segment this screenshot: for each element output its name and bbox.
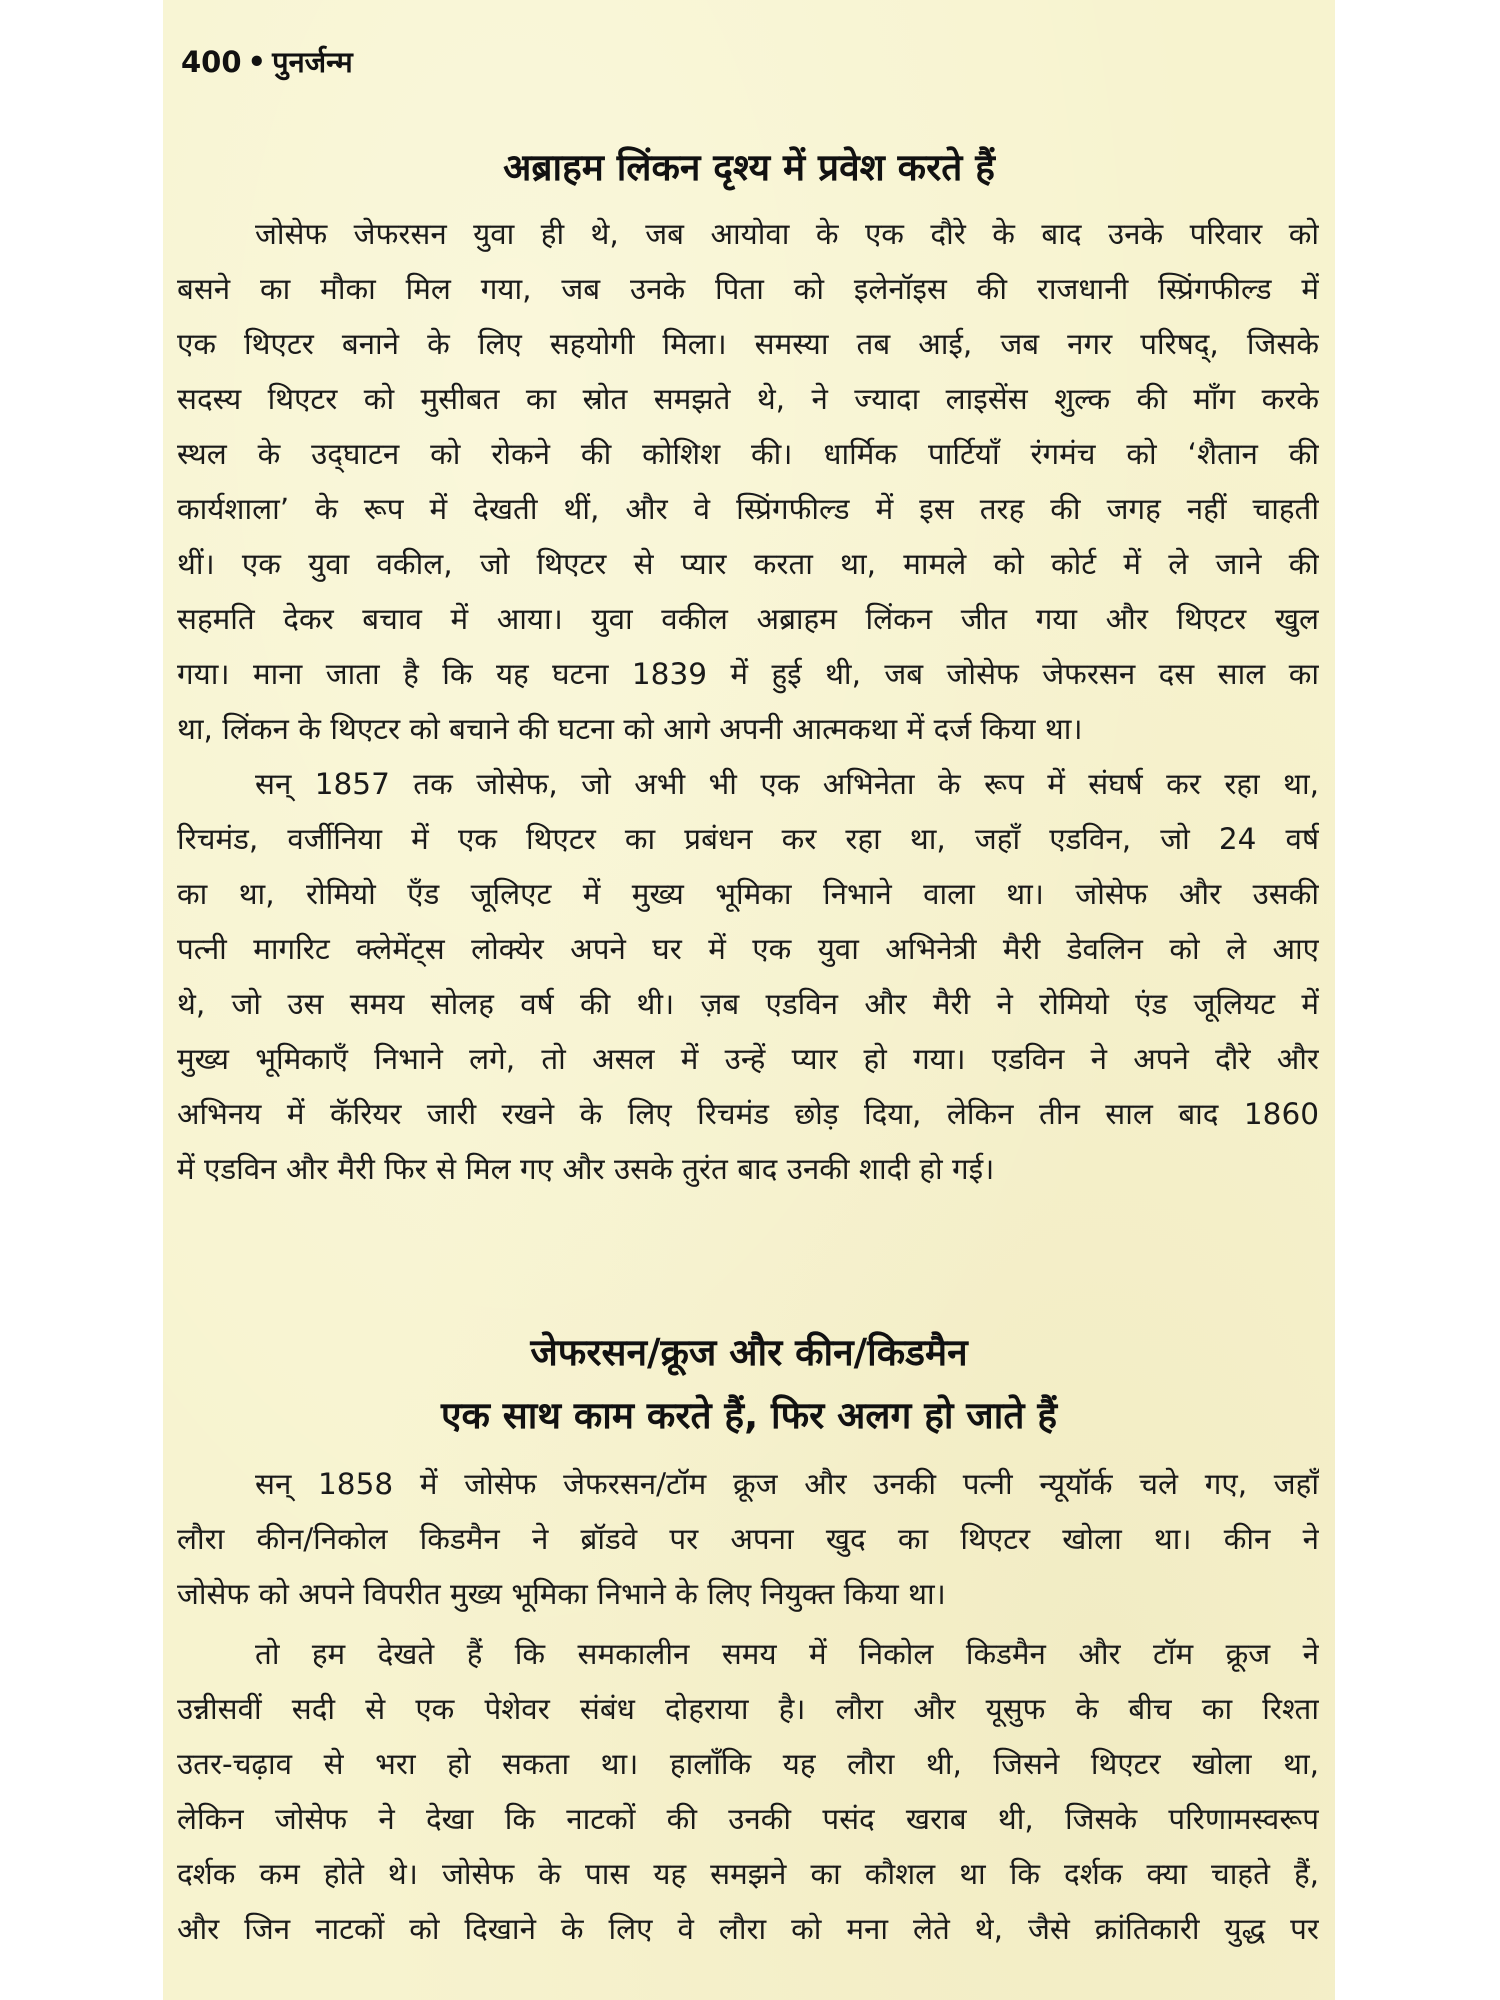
paragraph-line: उन्नीसवीं सदी से एक पेशेवर संबंध दोहराया है। लौरा और यूसुफ के बीच का रिश्ता: [177, 1692, 1319, 1726]
paragraph-line: में एडविन और मैरी फिर से मिल गए और उसके तुरंत बाद उनकी शादी हो गई।: [177, 1152, 995, 1186]
book-page: [163, 0, 1335, 2000]
paragraph-line: अभिनय में कॅरियर जारी रखने के लिए रिचमंड छोड़ दिया, लेकिन तीन साल बाद 1860: [177, 1097, 1319, 1131]
paragraph-line: लेकिन जोसेफ ने देखा कि नाटकों की उनकी पसंद खराब थी, जिसके परिणामस्वरूप: [177, 1802, 1319, 1836]
paragraph-line: लौरा कीन/निकोल किडमैन ने ब्रॉडवे पर अपना खुद का थिएटर खोला था। कीन ने: [177, 1522, 1319, 1556]
section2-heading-line2: एक साथ काम करते हैं, फिर अलग हो जाते हैं: [441, 1394, 1057, 1437]
running-head: [181, 42, 353, 81]
paragraph-line: कार्यशाला’ के रूप में देखती थीं, और वे स्प्रिंगफील्ड में इस तरह की जगह नहीं चाहती: [177, 492, 1319, 526]
paragraph-line: स्थल के उद्‌घाटन को रोकने की कोशिश की। धार्मिक पार्टियाँ रंगमंच को ‘शैतान की: [177, 437, 1319, 471]
section1-heading: अब्राहम लिंकन दृश्य में प्रवेश करते हैं: [503, 146, 995, 189]
paragraph-line: थे, जो उस समय सोलह वर्ष की थी। ज़ब एडविन और मैरी ने रोमियो एंड जूलियट में: [177, 987, 1319, 1021]
paragraph-line: दर्शक कम होते थे। जोसेफ के पास यह समझने का कौशल था कि दर्शक क्या चाहते हैं,: [177, 1857, 1319, 1891]
paragraph-line: था, लिंकन के थिएटर को बचाने की घटना को आगे अपनी आत्मकथा में दर्ज किया था।: [177, 712, 1083, 746]
paragraph-line: का था, रोमियो ऍंड जूलिएट में मुख्य भूमिका निभाने वाला था। जोसेफ और उसकी: [177, 877, 1319, 911]
section2-heading-line1: जेफरसन/क्रूज और कीन/किडमैन: [530, 1331, 968, 1374]
running-head-separator: •: [247, 45, 267, 79]
paragraph-line: जोसेफ जेफरसन युवा ही थे, जब आयोवा के एक दौरे के बाद उनके परिवार को: [255, 217, 1319, 251]
book-title: पुनर्जन्म: [272, 45, 353, 79]
paragraph-line: पत्नी मागरिट क्लेमेंट्स लोक्येर अपने घर में एक युवा अभिनेत्री मैरी डेवलिन को ले आए: [177, 932, 1319, 966]
paragraph-line: मुख्य भूमिकाएँ निभाने लगे, तो असल में उन्हें प्यार हो गया। एडविन ने अपने दौरे और: [177, 1042, 1319, 1076]
paragraph-line: तो हम देखते हैं कि समकालीन समय में निकोल किडमैन और टॉम क्रूज ने: [255, 1637, 1319, 1671]
paragraph-line: एक थिएटर बनाने के लिए सहयोगी मिला। समस्या तब आई, जब नगर परिषद्, जिसके: [177, 327, 1319, 361]
paragraph-line: और जिन नाटकों को दिखाने के लिए वे लौरा को मना लेते थे, जैसे क्रांतिकारी युद्ध पर: [177, 1912, 1319, 1946]
paragraph-line: गया। माना जाता है कि यह घटना 1839 में हुई थी, जब जोसेफ जेफरसन दस साल का: [177, 657, 1319, 691]
paragraph-line: थीं। एक युवा वकील, जो थिएटर से प्यार करता था, मामले को कोर्ट में ले जाने की: [177, 547, 1319, 581]
paragraph-line: सन् 1857 तक जोसेफ, जो अभी भी एक अभिनेता के रूप में संघर्ष कर रहा था,: [255, 767, 1319, 801]
paragraph-line: जोसेफ को अपने विपरीत मुख्य भूमिका निभाने के लिए नियुक्त किया था।: [177, 1577, 946, 1611]
paragraph-line: सदस्य थिएटर को मुसीबत का स्रोत समझते थे, ने ज्यादा लाइसेंस शुल्क की माँग करके: [177, 382, 1319, 416]
paragraph-line: उतर-चढ़ाव से भरा हो सकता था। हालाँकि यह लौरा थी, जिसने थिएटर खोला था,: [177, 1747, 1319, 1781]
paragraph-line: बसने का मौका मिल गया, जब उनके पिता को इलेनॉइस की राजधानी स्प्रिंगफील्ड में: [177, 272, 1319, 306]
paragraph-line: सहमति देकर बचाव में आया। युवा वकील अब्राहम लिंकन जीत गया और थिएटर खुल: [177, 602, 1319, 636]
paragraph-line: रिचमंड, वर्जीनिया में एक थिएटर का प्रबंधन कर रहा था, जहाँ एडविन, जो 24 वर्ष: [177, 822, 1319, 856]
page-number: 400: [181, 45, 242, 79]
paragraph-line: सन् 1858 में जोसेफ जेफरसन/टॉम क्रूज और उनकी पत्नी न्यूयॉर्क चले गए, जहाँ: [255, 1467, 1319, 1501]
